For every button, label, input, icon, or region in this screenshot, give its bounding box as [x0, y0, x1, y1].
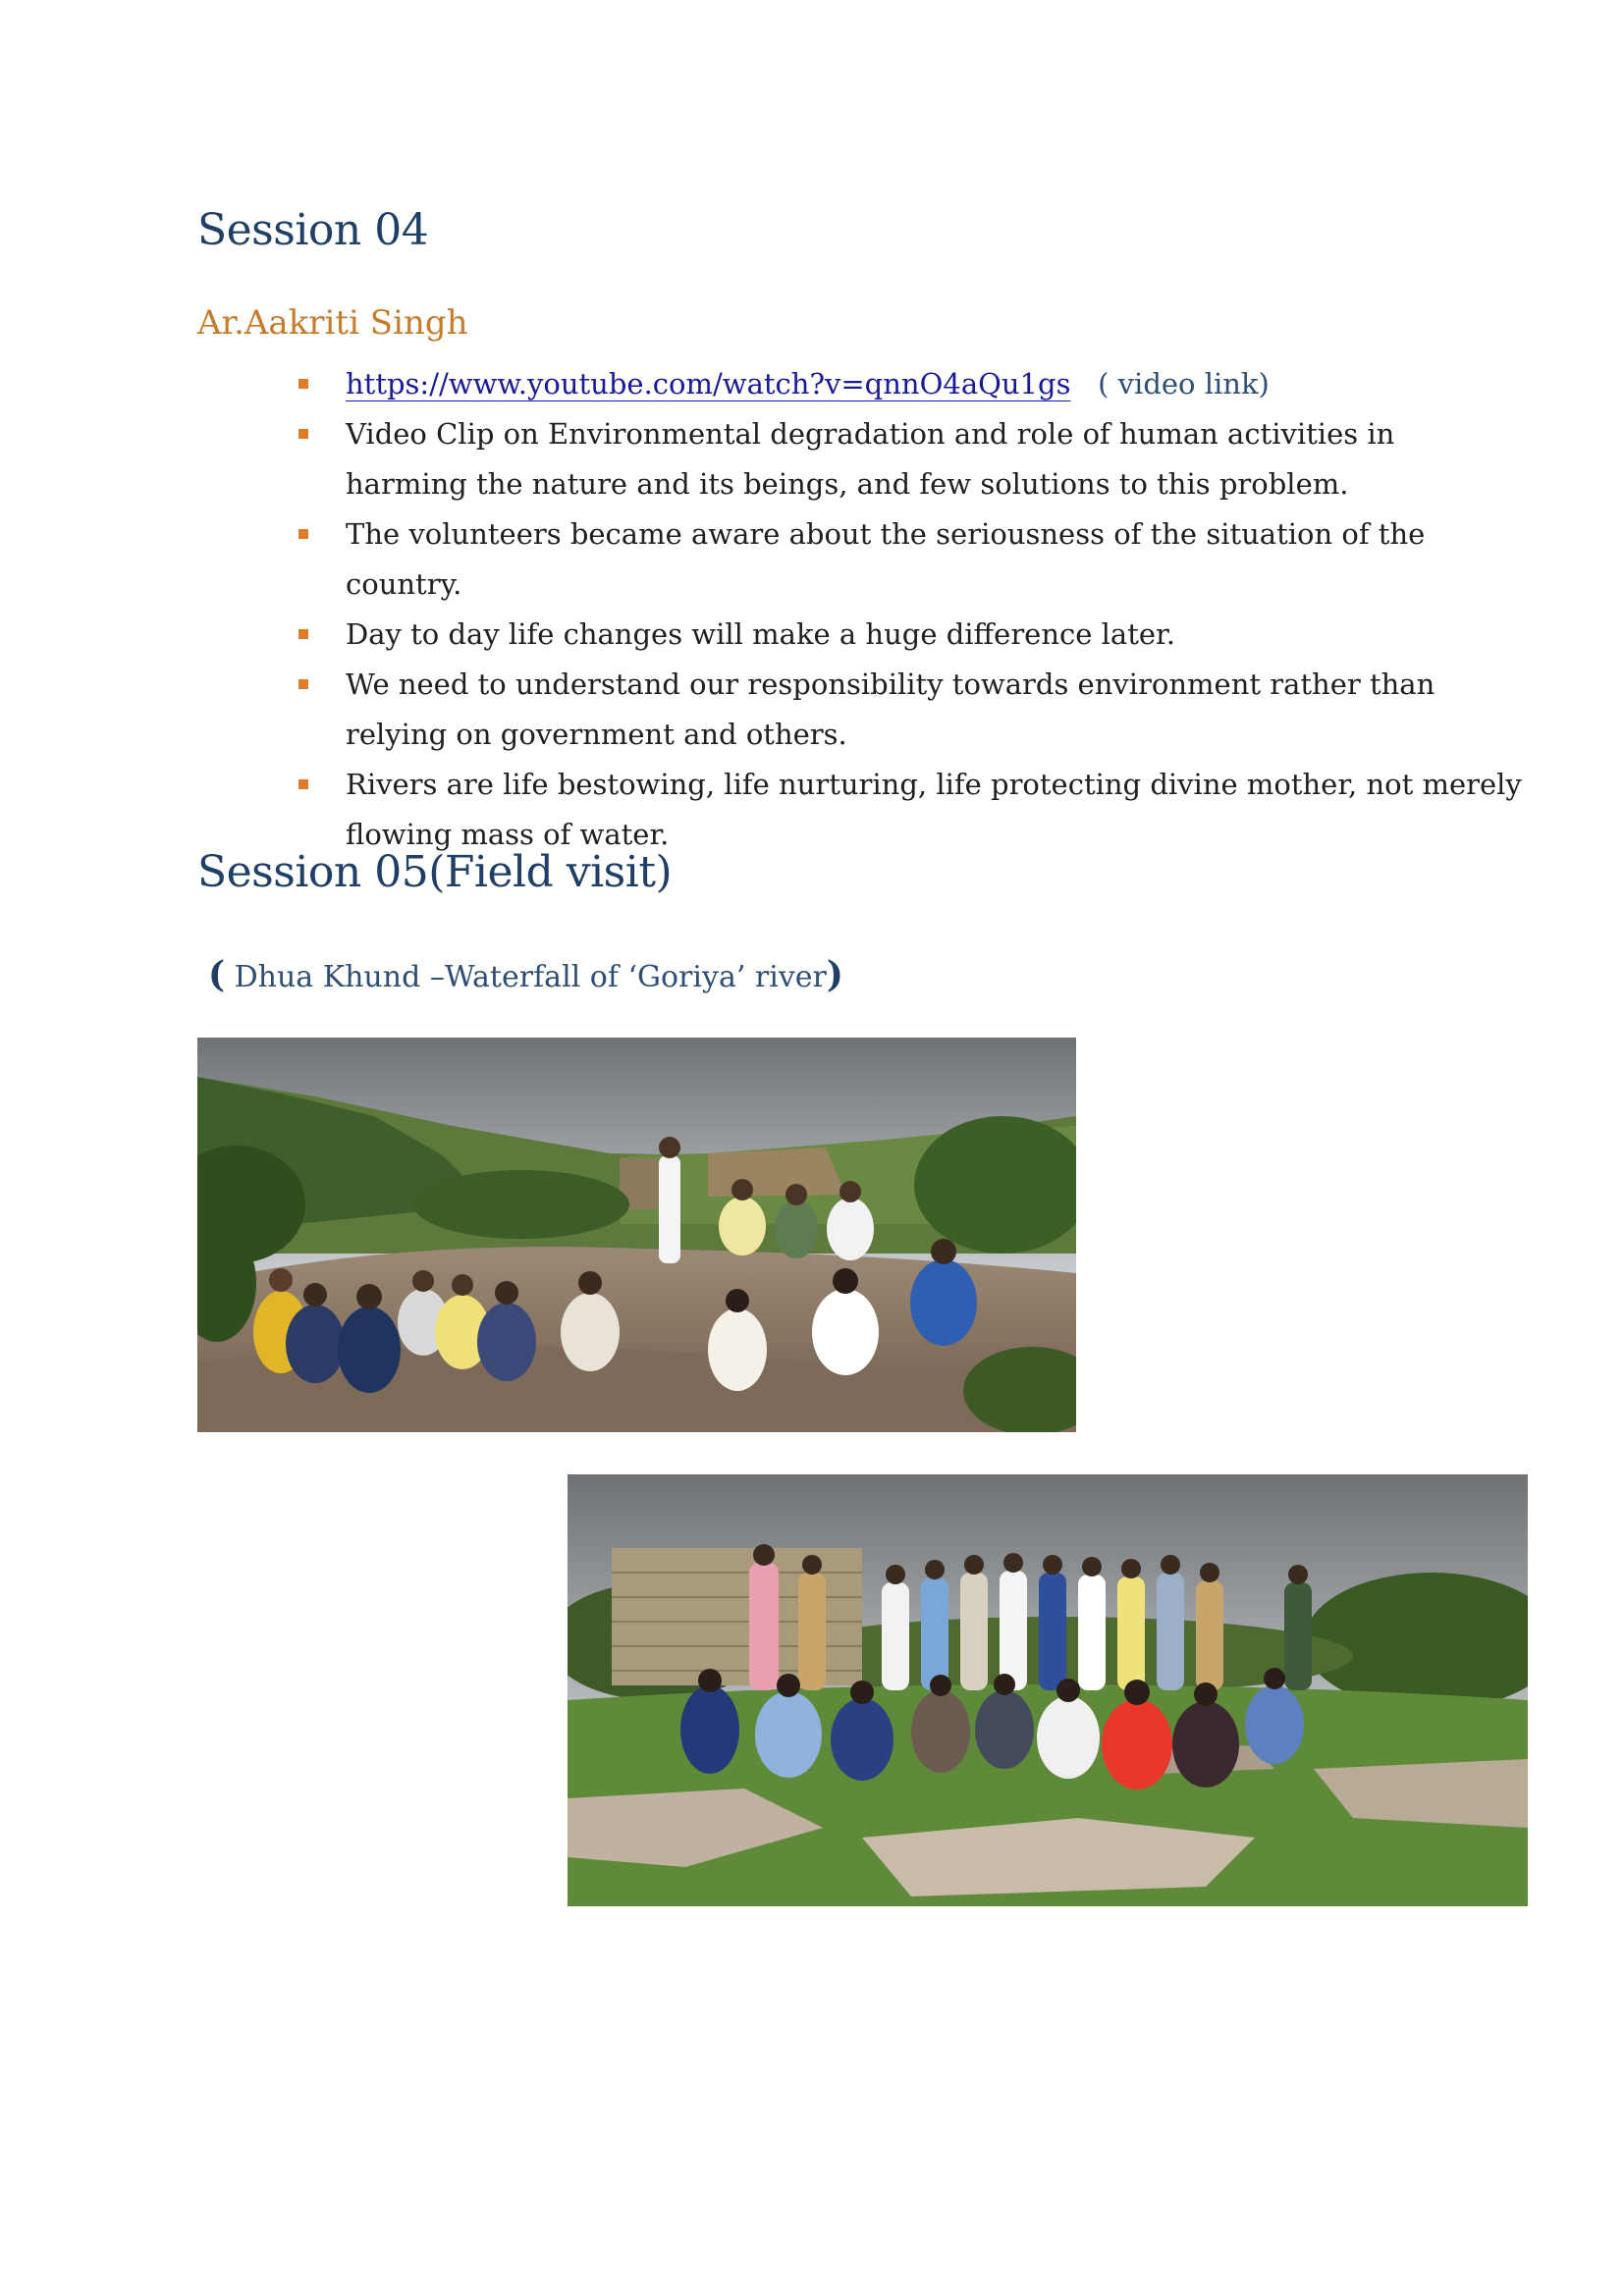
field-visit-photo-group	[568, 1474, 1528, 1906]
square-bullet-icon	[298, 779, 308, 789]
field-visit-caption	[208, 954, 843, 995]
square-bullet-icon	[298, 429, 308, 439]
bullet-text: Day to day life changes will make a huge difference later.	[346, 617, 1175, 651]
square-bullet-icon	[298, 629, 308, 639]
note-text: video link	[1117, 367, 1259, 400]
youtube-video-link[interactable]: https://www.youtube.com/watch?v=qnnO4aQu1gs	[346, 367, 1071, 400]
caption-text: Dhua Khund –Waterfall of ‘Goriya’ river	[225, 960, 827, 994]
bullet-text: We need to understand our responsibility towards environment rather than relying on government and others.	[346, 667, 1435, 751]
list-item	[295, 409, 1522, 509]
caption-open-paren: (	[208, 954, 226, 995]
list-item	[295, 359, 1522, 409]
bullet-text: Video Clip on Environmental degradation and role of human activities in harming the nature and its beings, and few solutions to this problem.	[346, 417, 1395, 501]
caption-close-paren: )	[826, 954, 843, 995]
note-open-paren: (	[1098, 367, 1118, 400]
speaker-name: Ar.Aakriti Singh	[197, 303, 468, 343]
list-item	[295, 610, 1522, 660]
session-04-heading: Session 04	[197, 205, 429, 255]
square-bullet-icon	[298, 529, 308, 539]
bullet-text: The volunteers became aware about the seriousness of the situation of the country.	[346, 517, 1426, 601]
list-item	[295, 760, 1522, 860]
session-04-bullet-list	[295, 359, 1522, 860]
bullet-text: Rivers are life bestowing, life nurturing, life protecting divine mother, not merely flowing mass of water.	[346, 768, 1522, 851]
video-link-note	[1080, 367, 1270, 400]
field-visit-photo-gorge	[197, 1038, 1076, 1432]
square-bullet-icon	[298, 679, 308, 689]
list-item	[295, 509, 1522, 610]
square-bullet-icon	[298, 379, 308, 389]
note-close-paren: )	[1258, 367, 1270, 400]
session-05-heading: Session 05(Field visit)	[197, 847, 673, 897]
list-item	[295, 660, 1522, 760]
